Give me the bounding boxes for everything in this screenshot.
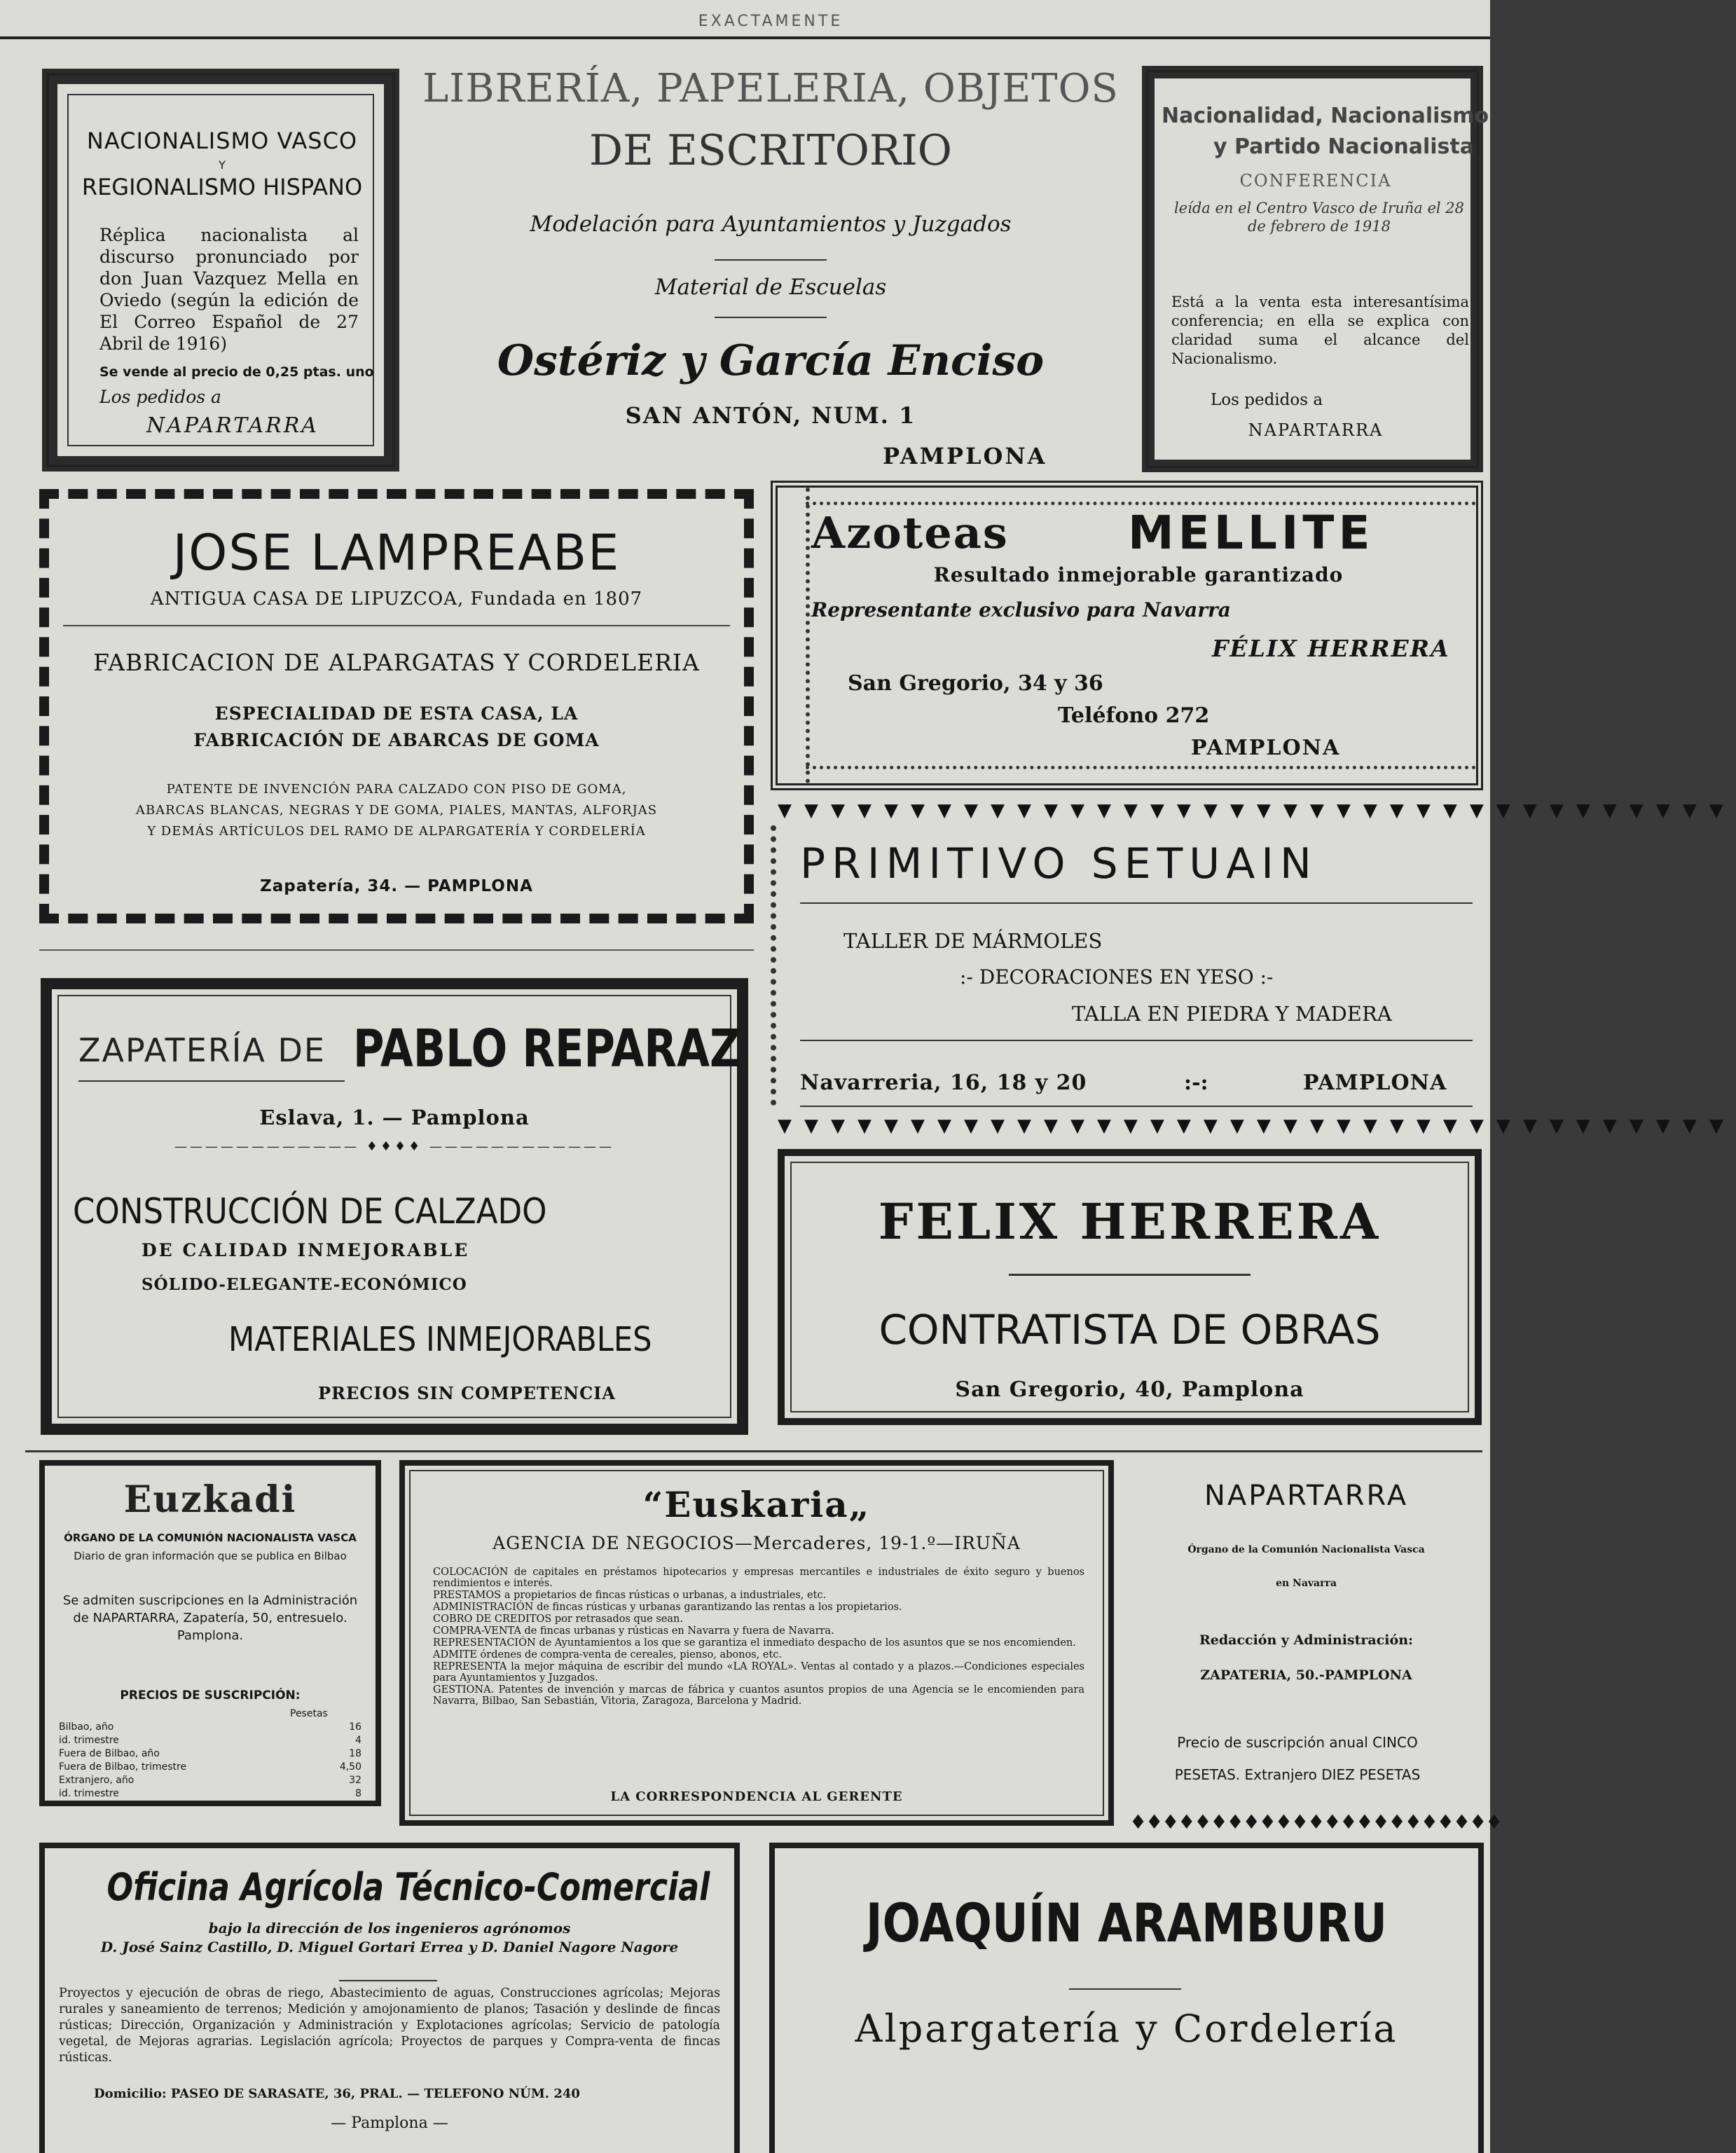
azoteas-title2: MELLITE [1128, 506, 1375, 560]
azoteas-city: PAMPLONA [1191, 736, 1341, 760]
setuain-addr: Navarreria, 16, 18 y 20 [800, 1071, 1087, 1095]
euzkadi-price-label: Fuera de Bilbao, trimestre [59, 1761, 187, 1773]
oficina-title: Oficina Agrícola Técnico-Comercial [106, 1865, 710, 1909]
euzkadi-l3: Se admiten suscripciones en la Administración de NAPARTARRA, Zapatería, 50, entresuelo. Pamplona. [62, 1593, 358, 1643]
oficina-sub1: bajo la dirección de los ingenieros agrónomos [208, 1920, 571, 1937]
lampreabe-spec1: ESPECIALIDAD DE ESTA CASA, LA [214, 703, 579, 724]
setuain-name: PRIMITIVO SETUAIN [800, 839, 1318, 888]
azoteas-sub: Resultado inmejorable garantizado [933, 563, 1344, 586]
nacionalismo-title2: REGIONALISMO HISPANO [81, 174, 363, 200]
napartarra-l3: Redacción y Administración: [1199, 1632, 1414, 1648]
oficina-sub2: D. José Sainz Castillo, D. Miguel Gortari Errea y D. Daniel Nagore Nagore [100, 1939, 679, 1955]
euzkadi-price-value: 4,50 [339, 1761, 361, 1773]
euzkadi-title: Euzkadi [123, 1478, 297, 1521]
nacionalismo-price: Se vende al precio de 0,25 ptas. uno [99, 364, 374, 380]
libreria-title1: LIBRERÍA, PAPELERIA, OBJETOS [422, 66, 1119, 111]
azoteas-title1: Azoteas [811, 507, 1009, 558]
euzkadi-price-label: Bilbao, año [59, 1721, 114, 1733]
conferencia-title2: y Partido Nacionalista [1213, 135, 1474, 159]
euskaria-item: COLOCACIÓN de capitales en préstamos hipotecarios y empresas mercantiles e industriales de éxito seguro y buenos rendimientos e interés. [433, 1567, 1084, 1589]
setuain-l1: TALLER DE MÁRMOLES [843, 929, 1103, 953]
nacionalismo-body: Réplica nacionalista al discurso pronunciado por don Juan Vazquez Mella en Oviedo (según la edición de El Correo Español de 27 Abril de 1916) [99, 225, 359, 354]
euzkadi-price-value: 4 [355, 1735, 361, 1746]
setuain-top-ornament: ▼▼▼▼▼▼▼▼▼▼▼▼▼▼▼▼▼▼▼▼▼▼▼▼▼▼▼▼▼▼▼▼▼▼▼▼ [778, 800, 1736, 821]
euzkadi-price-row [59, 1774, 361, 1787]
euzkadi-price-label: Extranjero, año [59, 1775, 135, 1786]
euzkadi-price-row [59, 1787, 361, 1801]
euskaria-sub: AGENCIA DE NEGOCIOS—Mercaderes, 19-1.º—IRUÑA [492, 1533, 1021, 1553]
euskaria-list [433, 1567, 1084, 1707]
reparaz-h2: MATERIALES INMEJORABLES [228, 1320, 652, 1359]
libreria-line1: Modelación para Ayuntamientos y Juzgados [530, 212, 1012, 237]
napartarra-l5: Precio de suscripción anual CINCO PESETAS. Extranjero DIEZ PESETAS [1174, 1734, 1421, 1783]
aramburu-trade: Alpargatería y Cordelería [855, 2007, 1398, 2051]
oficina-addr: Domicilio: PASEO DE SARASATE, 36, PRAL. — TELEFONO NÚM. 240 [94, 2086, 580, 2101]
herrera-trade: CONTRATISTA DE OBRAS [879, 1306, 1381, 1354]
azoteas-phone: Teléfono 272 [1058, 703, 1210, 728]
euzkadi-l1: ÓRGANO DE LA COMUNIÓN NACIONALISTA VASCA [64, 1532, 357, 1544]
euzkadi-price-value: 32 [349, 1775, 361, 1786]
ad-napartarra [1129, 1460, 1502, 1838]
euzkadi-price-row [59, 1747, 361, 1761]
lampreabe-p3: Y DEMÁS ARTÍCULOS DEL RAMO DE ALPARGATERÍA Y CORDELERÍA [147, 824, 646, 839]
lampreabe-address: Zapatería, 34. — PAMPLONA [260, 877, 533, 895]
libreria-line2: Material de Escuelas [654, 275, 887, 300]
euskaria-footer: LA CORRESPONDENCIA AL GERENTE [610, 1789, 903, 1804]
libreria-title2: DE ESCRITORIO [589, 126, 952, 175]
reparaz-s1: DE CALIDAD INMEJORABLE [142, 1240, 470, 1260]
libreria-address: SAN ANTÓN, NUM. 1 [625, 402, 916, 429]
reparaz-addr: Eslava, 1. — Pamplona [259, 1106, 530, 1129]
euzkadi-prices-title: PRECIOS DE SUSCRIPCIÓN: [120, 1688, 301, 1703]
euskaria-item: ADMINISTRACIÓN de fincas rústicas y urbanas garantizando las rentas a los propietarios. [433, 1602, 902, 1613]
oficina-body: Proyectos y ejecución de obras de riego, Abastecimiento de aguas, Construcciones agrícolas; Mejoras rurales y saneamiento de terrenos; Medición y amojonamiento de planos; Tasación y deslinde de fincas rústicas; Dirección, Organización y Administración y Explotaciones agrícolas; Servicio de patología vegetal, de Mejoras agrarias. Legislación agrícola; Proyectos de parques y Compra-venta de fincas rústicas. [59, 1986, 720, 2065]
napartarra-l2: en Navarra [1276, 1578, 1337, 1589]
conferencia-subtitle: CONFERENCIA [1239, 171, 1392, 191]
azoteas-name: FÉLIX HERRERA [1212, 635, 1450, 662]
euskaria-item: COBRO DE CREDITOS por retrasados que sean. [433, 1614, 683, 1625]
euzkadi-l2: Diario de gran información que se publica en Bilbao [74, 1550, 347, 1562]
lampreabe-p2: ABARCAS BLANCAS, NEGRAS Y DE GOMA, PIALES, MANTAS, ALFORJAS [135, 803, 658, 818]
euskaria-item: COMPRA-VENTA de fincas urbanas y rústicas en Navarra y fuera de Navarra. [433, 1625, 834, 1637]
napartarra-l4: ZAPATERIA, 50.-PAMPLONA [1200, 1667, 1412, 1683]
lampreabe-headline: FABRICACION DE ALPARGATAS Y CORDELERIA [93, 649, 700, 676]
euskaria-item: REPRESENTACIÓN de Ayuntamientos a los que se garantiza el inmediato despacho de los asuntos que se nos encomienden. [433, 1637, 1076, 1649]
reparaz-h1: CONSTRUCCIÓN DE CALZADO [73, 1191, 547, 1232]
conferencia-title1: Nacionalidad, Nacionalismo [1162, 104, 1489, 128]
ad-libreria [420, 56, 1121, 476]
ad-nacionalismo-vasco [42, 69, 399, 472]
euzkadi-price-label: Fuera de Bilbao, año [59, 1748, 160, 1759]
euzkadi-price-value: 8 [355, 1788, 361, 1799]
ad-euzkadi [39, 1460, 381, 1806]
euzkadi-price-table [59, 1721, 361, 1801]
lampreabe-sub: ANTIGUA CASA DE LIPUZCOA, Fundada en 1807 [150, 589, 643, 610]
reparaz-pre: ZAPATERÍA DE [78, 1031, 326, 1069]
euskaria-title: “Euskaria„ [642, 1484, 871, 1525]
euskaria-item: PRESTAMOS a propietarios de fincas rústicas o urbanas, a industriales, etc. [433, 1590, 827, 1601]
setuain-city: PAMPLONA [1303, 1071, 1447, 1095]
nacionalismo-paper: NAPARTARRA [146, 413, 319, 438]
reparaz-s3: PRECIOS SIN COMPETENCIA [318, 1383, 616, 1403]
azoteas-addr: San Gregorio, 34 y 36 [848, 671, 1103, 696]
setuain-l2: :- DECORACIONES EN YESO :- [960, 965, 1274, 989]
libreria-city: PAMPLONA [883, 443, 1047, 469]
conferencia-place: leída en el Centro Vasco de Iruña el 28 de febrero de 1918 [1173, 200, 1465, 235]
herrera-name: FELIX HERRERA [878, 1192, 1382, 1251]
euskaria-item: REPRESENTA la mejor máquina de escribir del mundo «LA ROYAL». Ventas al contado y a plazos.—Condiciones especiales para Ayuntamientos y Juzgados. [433, 1661, 1084, 1684]
euzkadi-price-value: 18 [349, 1748, 361, 1759]
conferencia-paper: NAPARTARRA [1248, 420, 1384, 440]
ad-azoteas [771, 481, 1483, 790]
azoteas-rep: Representante exclusivo para Navarra [811, 598, 1231, 621]
ad-setuain [771, 800, 1736, 1136]
euzkadi-price-row [59, 1721, 361, 1734]
euzkadi-price-row [59, 1761, 361, 1774]
reparaz-divider: ———————————— ♦♦♦♦ ———————————— [174, 1139, 614, 1154]
ad-herrera [778, 1149, 1482, 1425]
oficina-city: — Pamplona — [331, 2114, 448, 2132]
euskaria-item: GESTIONA. Patentes de invención y marcas de fábrica y cuantos asuntos propios de una Agencia se le encomienden para Navarra, Bilbao, San Sebastián, Vitoria, Zaragoza, Barcelona y Madrid. [433, 1684, 1084, 1707]
nacionalismo-title-y: Y [219, 158, 226, 172]
euzkadi-price-value: 16 [349, 1721, 361, 1733]
napartarra-title: NAPARTARRA [1204, 1480, 1409, 1512]
reparaz-name: PABLO REPARAZ [353, 1019, 741, 1079]
napartarra-l1: Órgano de la Comunión Nacionalista Vasca [1187, 1544, 1425, 1555]
setuain-bottom-ornament: ▼▼▼▼▼▼▼▼▼▼▼▼▼▼▼▼▼▼▼▼▼▼▼▼▼▼▼▼▼▼▼▼▼▼▼▼ [778, 1115, 1736, 1136]
herrera-addr: San Gregorio, 40, Pamplona [955, 1377, 1304, 1402]
setuain-sep: :-: [1184, 1071, 1208, 1095]
aramburu-name: JOAQUÍN ARAMBURU [865, 1892, 1388, 1954]
napartarra-ornament: ♦♦♦♦♦♦♦♦♦♦♦♦♦♦♦♦♦♦♦♦♦♦♦ [1129, 1810, 1502, 1834]
conferencia-orders: Los pedidos a [1211, 391, 1323, 409]
ad-reparaz [41, 978, 748, 1435]
libreria-firm: Ostériz y García Enciso [497, 336, 1045, 385]
setuain-l3: TALLA EN PIEDRA Y MADERA [1072, 1002, 1392, 1026]
lampreabe-p1: PATENTE DE INVENCIÓN PARA CALZADO CON PISO DE GOMA, [166, 782, 627, 797]
euzkadi-price-label: id. trimestre [59, 1788, 119, 1799]
ad-euskaria [399, 1460, 1114, 1826]
euzkadi-price-row [59, 1734, 361, 1747]
ad-lampreabe [39, 489, 754, 923]
reparaz-s2: SÓLIDO-ELEGANTE-ECONÓMICO [142, 1275, 467, 1294]
euskaria-item: ADMITE órdenes de compra-venta de cereales, pienso, abonos, etc. [433, 1649, 783, 1660]
lampreabe-spec2: FABRICACIÓN DE ABARCAS DE GOMA [193, 730, 600, 750]
euzkadi-price-head: Pesetas [290, 1708, 328, 1719]
conferencia-body: Está a la venta esta interesantísima conferencia; en ella se explica con claridad suma el alcance del Nacionalismo. [1171, 294, 1469, 367]
lampreabe-name: JOSE LAMPREABE [172, 524, 621, 582]
euzkadi-price-label: id. trimestre [59, 1735, 119, 1746]
nacionalismo-title1: NACIONALISMO VASCO [86, 128, 358, 154]
ad-aramburu [769, 1843, 1484, 2153]
top-strip [0, 0, 1490, 42]
ad-conferencia [1142, 66, 1489, 472]
nacionalismo-orders: Los pedidos a [99, 387, 221, 407]
ad-oficina [39, 1843, 740, 2153]
top-strip-text: EXACTAMENTE [698, 13, 843, 30]
